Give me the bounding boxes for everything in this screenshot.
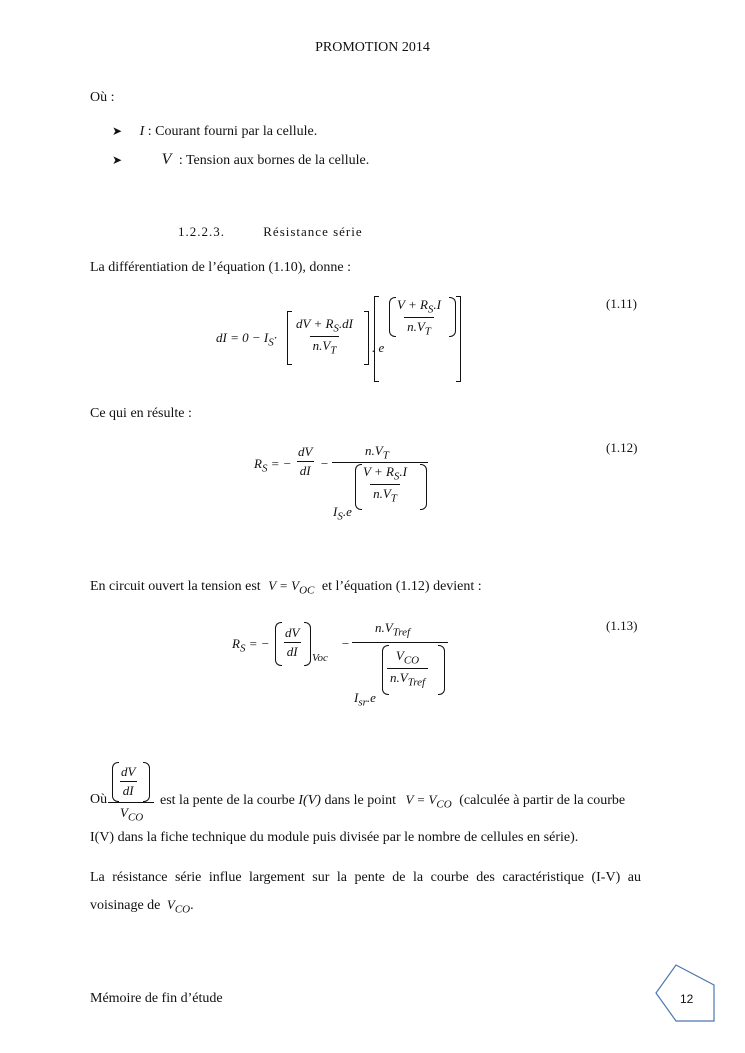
para4-line1: est la pente de la courbe I(V) dans le point $V = V_{CO}$ (calculée à partir de la courbe [160,792,626,811]
eq112-paren-right [420,464,427,510]
paragraph: Ce qui en résulte : [90,406,192,421]
bullet-text: : Tension aux bornes de la cellule. [178,153,370,168]
para4-vco: $V_{CO}$ [120,805,144,824]
eq112-base: $I_S.e$ [333,504,352,523]
section-number: 1.2.2.3. [178,224,225,239]
eq113-exponent: $\frac{V_{CO}}{n.V_{Tref}}$ [387,648,428,688]
eq111-paren-right [449,297,456,337]
equation-number: (1.13) [606,618,638,633]
para4-line2: I(V) dans la fiche technique du module puis divisée par le nombre de cellules en série). [90,830,579,845]
paragraph: La différentiation de l’équation (1.10), donne : [90,260,351,275]
page-number: 12 [680,992,694,1006]
para4-ou: Où [90,792,108,807]
eq113-paren-right [304,622,311,666]
bullet-item [112,124,317,140]
equation-number: (1.11) [606,296,637,311]
section-heading [178,224,363,240]
para5-line2: voisinage de $V_{CO}$. [90,897,194,916]
eq113-fraction-bar [352,642,448,643]
arrow-bullet-icon: ➤ [112,153,123,167]
eq111-lhs: dI = $0 - I_S\cdot$ [216,330,277,349]
inline-math: $V = V_{OC}$ [268,578,315,597]
para4-fraction-bar [108,802,154,803]
eq113-num: $n.V_{Tref}$ [375,620,411,639]
eq113-at: Voc [312,652,328,664]
eq113-dvdi: $\frac{dV}{dI}$ [285,625,300,659]
eq112-exponent: $\frac{V + R_S.I}{n.V_T}$ [363,464,408,505]
eq112-lhs: $R_S$ = − [254,456,292,475]
eq113-lhs: $R_S$ = − [232,636,270,655]
paragraph: En circuit ouvert la tension est $V = V_{OC}$ et l’équation (1.12) devient : [90,578,482,597]
bullet-symbol: V [161,151,172,168]
eq113-base: $I_{sr}.e$ [354,690,376,709]
eq113-paren-left [275,622,282,666]
eq111-bracket-right [364,311,369,365]
eq112-dvdi: $\frac{dV}{dI}$ [298,444,313,478]
eq112-minus: − [320,456,329,471]
bullet-item [112,151,369,169]
eq111-exponent: $\frac{V + R_S.I}{n.V_T}$ [397,297,442,338]
arrow-bullet-icon: ➤ [112,124,123,138]
equation-number: (1.12) [606,440,638,455]
eq113-minus: − [341,636,350,651]
section-title: Résistance série [263,224,363,239]
bullet-symbol: I [139,124,145,139]
page-header: PROMOTION 2014 [315,40,430,55]
eq111-bracket-left [287,311,292,365]
eq111-mid: . e [372,340,385,355]
intro-ou: Où : [90,90,115,105]
para5-line1: La résistance série influe largement sur la pente de la courbe des caractéristique (I-V) au [90,870,641,885]
eq112-num: $n.V_T$ [365,443,389,462]
eq111-big-bracket-left [374,296,379,382]
eq113-paren-right-2 [438,645,445,695]
eq111-fraction: $\frac{dV + R_S.dI}{n.V_T}$ [296,316,354,357]
bullet-text: : Courant fourni par la cellule. [147,124,318,139]
para4-dvdi: $\frac{dV}{dI}$ [121,764,136,798]
footer-title: Mémoire de fin d’étude [90,991,223,1006]
eq111-big-bracket-right [456,296,461,382]
para4-paren-right [143,762,150,802]
eq112-fraction-bar [332,462,428,463]
